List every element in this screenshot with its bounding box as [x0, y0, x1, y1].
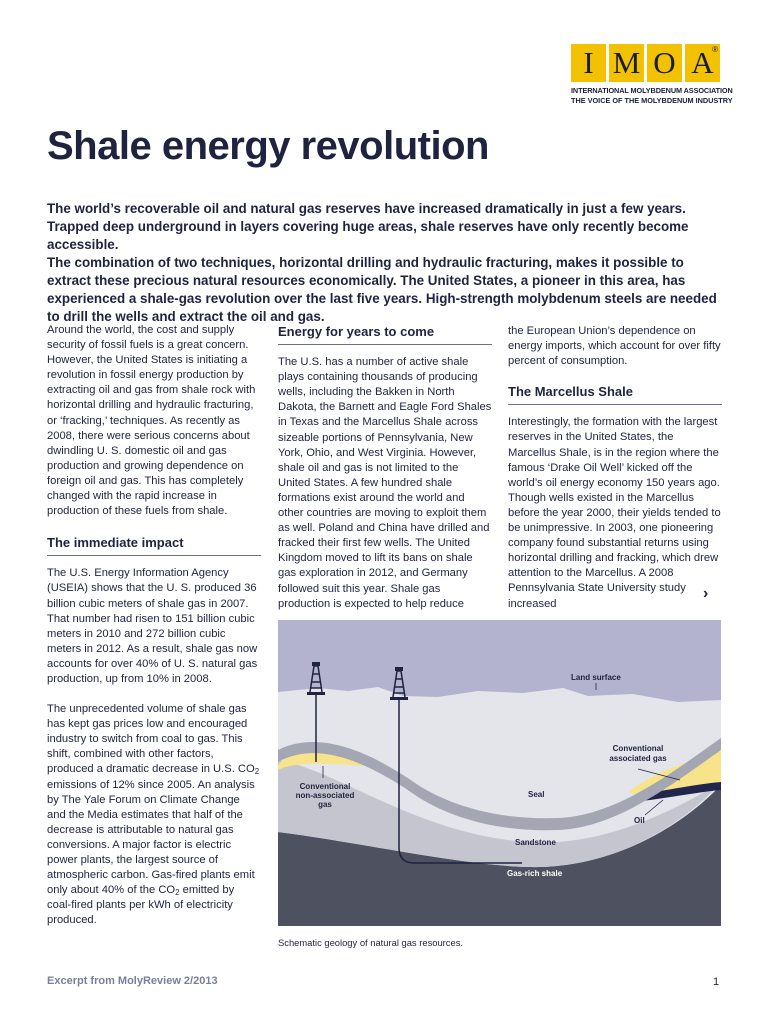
logo-letter: M: [609, 44, 644, 82]
text-run: The unprecedented volume of shale gas has kept gas prices low and encouraged industry to switch from coal to gas. This shift, combined with other factors, produced a dramatic decrease in U.S. CO: [47, 703, 255, 776]
logo-letter: A: [691, 45, 714, 80]
subscript: 2: [254, 767, 260, 777]
body-paragraph: The U.S. has a number of active shale plays containing thousands of producing wells, including the Bakken in North Dakota, the Barnett and Eagle Ford Shales in Texas and the Marcellus Shale across sizeable portions of Pennsylvania, New York, Ohio, and West Virginia. However, shale oil and gas is not limited to the United States. A few hundred shale formations exist around the world and other countries are moving to exploit them as well. Poland and China have drilled and fracked their first few wells. The United Kingdom moved to lift its bans on shale gas exploration in 2012, and Germany followed suit this year. Shale gas production is expected to help reduce: [278, 356, 492, 610]
page-title: Shale energy revolution: [47, 124, 489, 168]
label-oil: Oil: [634, 816, 645, 825]
sky-region: [278, 620, 721, 702]
column-3: [508, 324, 722, 612]
label-conv-nonassoc: non-associated: [295, 791, 355, 800]
logo-letter-last: [685, 44, 720, 82]
label-conv-nonassoc: Conventional: [299, 782, 351, 791]
column-2: [278, 324, 492, 612]
text-run: emitted by coal-fired plants per kWh of electricity produced.: [47, 884, 235, 927]
geology-diagram: [278, 620, 721, 926]
section-heading-energy: Energy for years to come: [278, 324, 492, 345]
logo-org-name: INTERNATIONAL MOLYBDENUM ASSOCIATION: [571, 86, 733, 95]
intro-lead: [47, 200, 727, 326]
section-heading-marcellus: The Marcellus Shale: [508, 384, 722, 405]
label-gas-rich-shale: Gas-rich shale: [507, 869, 563, 878]
section-heading-immediate-impact: The immediate impact: [47, 535, 261, 556]
label-conv-assoc: Conventional: [612, 744, 664, 753]
intro-paragraph: The world’s recoverable oil and natural gas reserves have increased dramatically in just a few years. Trapped deep underground in layers covering huge areas, shale reserves have only recently become accessible.: [47, 201, 689, 252]
body-paragraph: Around the world, the cost and supply security of fossil fuels is a great concern. However, the United States is initiating a revolution in fossil energy production by extracting oil and gas from shale rock with horizontal drilling and hydraulic fracturing, or ‘fracking,’ techniques. As recently as 2008, there were serious concerns about dwindling U. S. domestic oil and gas production and growing dependence on foreign oil and gas. This has completely changed with the rapid increase in production of these fuels from shale.: [47, 324, 256, 518]
continue-chevron-icon: ›: [703, 585, 709, 602]
body-paragraph-co2: [47, 702, 261, 928]
label-conv-assoc: associated gas: [609, 754, 667, 763]
label-sandstone: Sandstone: [515, 838, 556, 847]
label-conv-nonassoc: gas: [318, 800, 332, 809]
label-land-surface: Land surface: [571, 673, 621, 682]
page-number: 1: [713, 976, 720, 988]
label-seal: Seal: [528, 790, 545, 799]
intro-paragraph: The combination of two techniques, horizontal drilling and hydraulic fracturing, makes it possible to extract these precious natural resources economically. The United States, a pioneer in this area, has experienced a shale-gas revolution over the last five years. High-strength molybdenum steels are needed to drill the wells and extract the oil and gas.: [47, 255, 717, 324]
logo-letter-row: [571, 44, 721, 82]
logo-letter: I: [571, 44, 606, 82]
column-1: [47, 323, 261, 928]
body-paragraph: The U.S. Energy Information Agency (USEIA) shows that the U. S. produced 36 billion cubic meters of shale gas in 2007. That number had risen to 151 billion cubic meters in 2010 and 272 billion cubic meters in 2012. As a result, shale gas now accounts for over 40% of U. S. natural gas production, up from 10% in 2008.: [47, 567, 258, 685]
logo-letter: O: [647, 44, 682, 82]
text-run: emissions of 12% since 2005. An analysis by The Yale Forum on Climate Change and the Media estimates that half of the decrease is attributable to natural gas conversions. A major factor is electric power plants, the largest source of atmospheric carbon. Gas-fired plants emit only about 40% of the CO: [47, 778, 255, 897]
subscript: 2: [175, 888, 180, 898]
footer-source: Excerpt from MolyReview 2/2013: [47, 975, 218, 987]
figure-caption: Schematic geology of natural gas resources.: [278, 937, 463, 948]
body-paragraph: Interestingly, the formation with the largest reserves in the United States, the Marcellus Shale, is in the region where the famous ‘Drake Oil Well’ kicked off the world’s oil energy economy 150 years ago. Though wells existed in the Marcellus before the year 2000, their yields tended to be unimpressive. In 2003, one pioneering company found substantial returns using horizontal drilling and fracking, which drew attention to the Marcellus. A 2008 Pennsylvania State University study increased: [508, 416, 721, 610]
registered-mark: ®: [712, 45, 718, 54]
logo-tagline: THE VOICE OF THE MOLYBDENUM INDUSTRY: [571, 96, 733, 105]
body-paragraph: the European Union’s dependence on energy imports, which account for over fifty percent of consumption.: [508, 325, 721, 368]
imoa-logo: [571, 44, 733, 105]
